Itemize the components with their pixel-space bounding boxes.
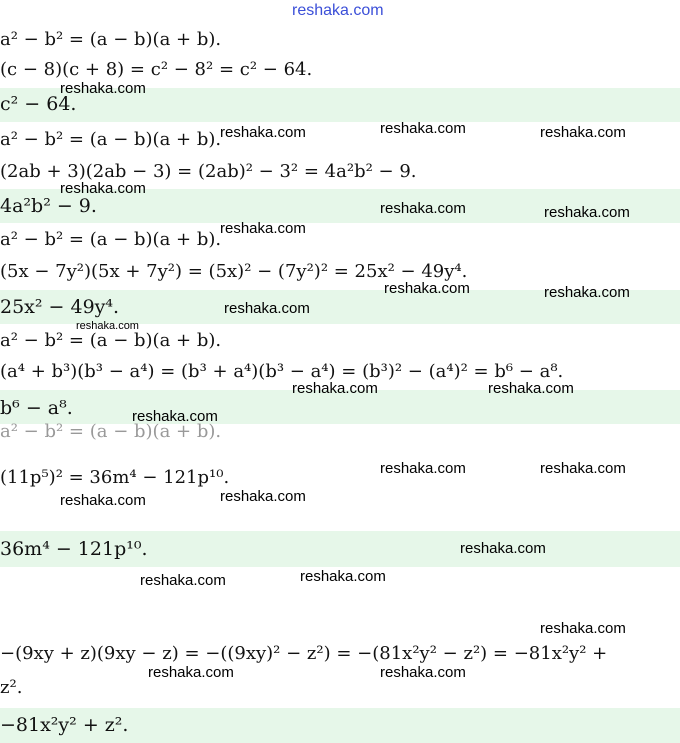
site-link[interactable]: reshaka.com — [292, 2, 384, 19]
watermark: reshaka.com — [540, 620, 626, 637]
watermark: reshaka.com — [220, 488, 306, 505]
watermark: reshaka.com — [540, 124, 626, 141]
work-line-3: (5x − 7y²)(5x + 7y²) = (5x)² − (7y²)² = 25x² − 49y⁴. — [0, 261, 468, 282]
answer-4: b⁶ − a⁸. — [0, 397, 73, 419]
watermark: reshaka.com — [60, 492, 146, 509]
answer-5: 36m⁴ − 121p¹⁰. — [0, 538, 148, 560]
watermark: reshaka.com — [132, 408, 218, 425]
watermark: reshaka.com — [220, 220, 306, 237]
formula-line-1: a² − b² = (a − b)(a + b). — [0, 29, 222, 50]
answer-1: c² − 64. — [0, 93, 77, 115]
watermark: reshaka.com — [148, 664, 234, 681]
formula-line-4: a² − b² = (a − b)(a + b). — [0, 330, 222, 351]
watermark: reshaka.com — [460, 540, 546, 557]
watermark: reshaka.com — [380, 664, 466, 681]
work-line-1: (c − 8)(c + 8) = c² − 8² = c² − 64. — [0, 59, 313, 80]
watermark: reshaka.com — [60, 180, 146, 197]
formula-line-3: a² − b² = (a − b)(a + b). — [0, 229, 222, 250]
watermark: reshaka.com — [300, 568, 386, 585]
watermark: reshaka.com — [140, 572, 226, 589]
formula-line-2: a² − b² = (a − b)(a + b). — [0, 129, 222, 150]
watermark: reshaka.com — [380, 200, 466, 217]
faded-formula-fragment: a² − b² = (a − b)(a + b). — [0, 421, 222, 442]
work-line-6-continued: z². — [0, 677, 23, 698]
watermark: reshaka.com — [292, 380, 378, 397]
watermark: reshaka.com — [544, 284, 630, 301]
work-line-6: −(9xy + z)(9xy − z) = −((9xy)² − z²) = −(81x²y² − z²) = −81x²y² + — [0, 643, 608, 664]
watermark: reshaka.com — [544, 204, 630, 221]
work-line-4: (a⁴ + b³)(b³ − a⁴) = (b³ + a⁴)(b³ − a⁴) = (b³)² − (a⁴)² = b⁶ − a⁸. — [0, 361, 564, 382]
watermark: reshaka.com — [220, 124, 306, 141]
watermark: reshaka.com — [76, 320, 139, 332]
answer-2: 4a²b² − 9. — [0, 195, 97, 217]
watermark: reshaka.com — [384, 280, 470, 297]
watermark: reshaka.com — [60, 80, 146, 97]
answer-3: 25x² − 49y⁴. — [0, 296, 120, 318]
watermark: reshaka.com — [488, 380, 574, 397]
watermark: reshaka.com — [380, 460, 466, 477]
watermark: reshaka.com — [380, 120, 466, 137]
work-line-2: (2ab + 3)(2ab − 3) = (2ab)² − 3² = 4a²b² − 9. — [0, 161, 417, 182]
answer-6: −81x²y² + z². — [0, 714, 129, 736]
watermark: reshaka.com — [224, 300, 310, 317]
watermark: reshaka.com — [540, 460, 626, 477]
work-line-5: (11p⁵)² = 36m⁴ − 121p¹⁰. — [0, 467, 230, 488]
